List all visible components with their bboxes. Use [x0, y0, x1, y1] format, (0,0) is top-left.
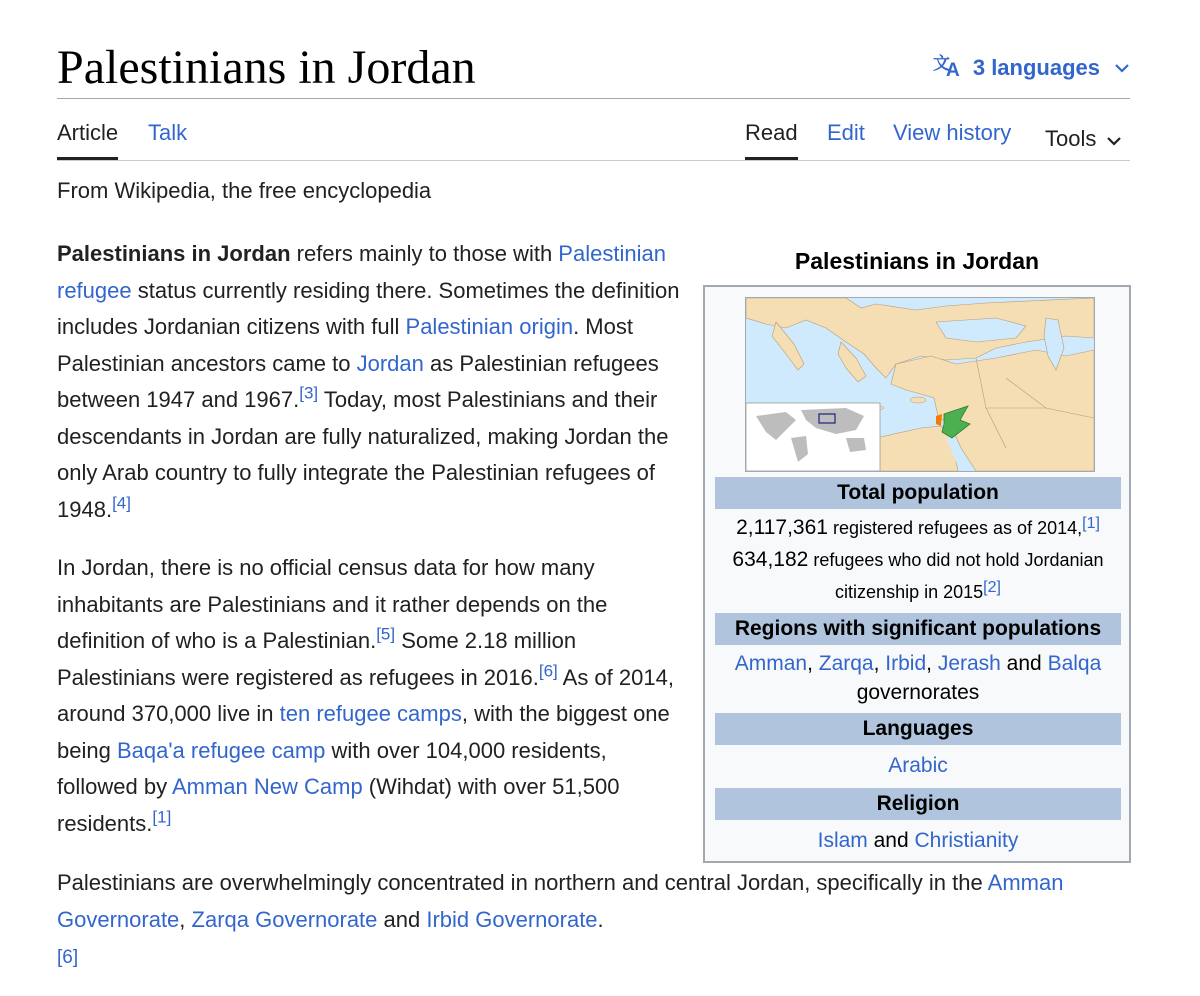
tab-edit[interactable]: Edit — [827, 120, 865, 145]
infobox-header-total-population: Total population — [715, 477, 1121, 509]
link-ten-refugee-camps[interactable]: ten refugee camps — [279, 701, 462, 726]
link-jerash[interactable]: Jerash — [937, 652, 1001, 675]
languages-label: 3 languages — [972, 55, 1100, 80]
distribution-paragraph: Palestinians are overwhelmingly concentrated in northern and central Jordan, specifically in the Amman Governorate, Zarqa Governorate and Irbid Governorate. [6] — [57, 870, 1064, 968]
language-selector[interactable] — [933, 52, 1130, 84]
link-zarqa-governorate[interactable]: Zarqa Governorate — [191, 906, 378, 932]
tools-menu[interactable] — [1045, 118, 1122, 160]
translate-icon — [933, 52, 963, 84]
regions-value: Amman, Zarqa, Irbid, Jerash and Balqa governorates — [734, 652, 1102, 704]
link-amman-governorate[interactable]: Amman Governorate — [57, 870, 1064, 932]
link-palestinian-refugee[interactable]: Palestinian refugee — [57, 241, 666, 303]
svg-text:文: 文 — [932, 54, 950, 74]
reference-link[interactable]: [5] — [376, 624, 396, 644]
reference-link[interactable]: [3] — [299, 383, 319, 403]
page-title: Palestinians in Jordan — [57, 41, 476, 94]
link-irbid-governorate[interactable]: Irbid Governorate — [426, 906, 598, 932]
infobox-header-religion: Religion — [715, 788, 1121, 820]
link-balqa[interactable]: Balqa — [1047, 652, 1102, 675]
infobox-header-languages: Languages — [715, 713, 1121, 745]
link-zarqa[interactable]: Zarqa — [818, 652, 874, 675]
chevron-down-icon — [1106, 124, 1122, 154]
tab-view-history[interactable]: View history — [893, 120, 1012, 145]
reference-link[interactable]: [2] — [983, 578, 1001, 596]
title-divider — [57, 98, 1130, 99]
intro-paragraph: Palestinians in Jordan refers mainly to those with Palestinian refugee status currently residing there. Sometimes the definition includes Jordanian citizens with full Palestinian origin. Most Palestinian ancestors came to Jordan as Palestinian refugees between 1947 and 1967.[3] Today, most Palestinians and their descendants in Jordan are fully naturalized, making Jordan the only Arab country to fully integrate the Palestinian refugees of 1948.[4] — [57, 241, 680, 522]
census-paragraph: In Jordan, there is no official census data for how many inhabitants are Palestinians and it rather depends on the definition of who is a Palestinian.[5] Some 2.18 million Palestinians were registered as refugees in 2016.[6] As of 2014, around 370,000 live in ten refugee camps, with the biggest one being Baqa'a refugee camp with over 104,000 residents, followed by Amman New Camp (Wihdat) with over 51,500 residents.[1] — [57, 555, 674, 836]
infobox-header-regions: Regions with significant populations — [715, 613, 1121, 645]
tagline: From Wikipedia, the free encyclopedia — [57, 178, 432, 203]
chevron-down-icon — [1114, 60, 1130, 76]
link-amman[interactable]: Amman — [734, 652, 808, 675]
tabs-divider — [57, 160, 1130, 161]
reference-link[interactable]: [6] — [538, 661, 558, 681]
tab-article[interactable]: Article — [57, 118, 118, 160]
link-christianity[interactable]: Christianity — [914, 829, 1019, 852]
tools-label: Tools — [1045, 126, 1097, 151]
link-islam[interactable]: Islam — [817, 829, 868, 852]
reference-link[interactable]: [6] — [57, 947, 79, 968]
svg-text:A: A — [945, 60, 960, 78]
link-amman-new-camp[interactable]: Amman New Camp — [171, 774, 363, 799]
link-arabic[interactable]: Arabic — [888, 754, 948, 777]
tab-talk[interactable]: Talk — [148, 120, 188, 145]
bold-term: Palestinians in Jordan — [57, 241, 291, 266]
link-jordan[interactable]: Jordan — [356, 350, 424, 376]
link-palestinian-origin[interactable]: Palestinian origin — [405, 314, 574, 339]
reference-link[interactable]: [1] — [1082, 514, 1100, 532]
total-population-value: 2,117,361 registered refugees as of 2014,[1] 634,182 refugees who did not hold Jordanian citizenship in 2015[2] — [732, 514, 1104, 602]
reference-link[interactable]: [1] — [152, 807, 172, 827]
infobox-title: Palestinians in Jordan — [794, 248, 1040, 274]
languages-value — [713, 751, 1123, 781]
tab-read[interactable]: Read — [745, 118, 798, 160]
infobox — [703, 285, 1131, 863]
link-irbid[interactable]: Irbid — [885, 652, 927, 675]
map-image — [746, 298, 1094, 471]
link-baqaa-refugee-camp[interactable]: Baqa'a refugee camp — [116, 737, 326, 763]
reference-link[interactable]: [4] — [112, 493, 131, 513]
location-map[interactable] — [745, 297, 1095, 472]
religion-value: Islam and Christianity — [817, 829, 1019, 852]
